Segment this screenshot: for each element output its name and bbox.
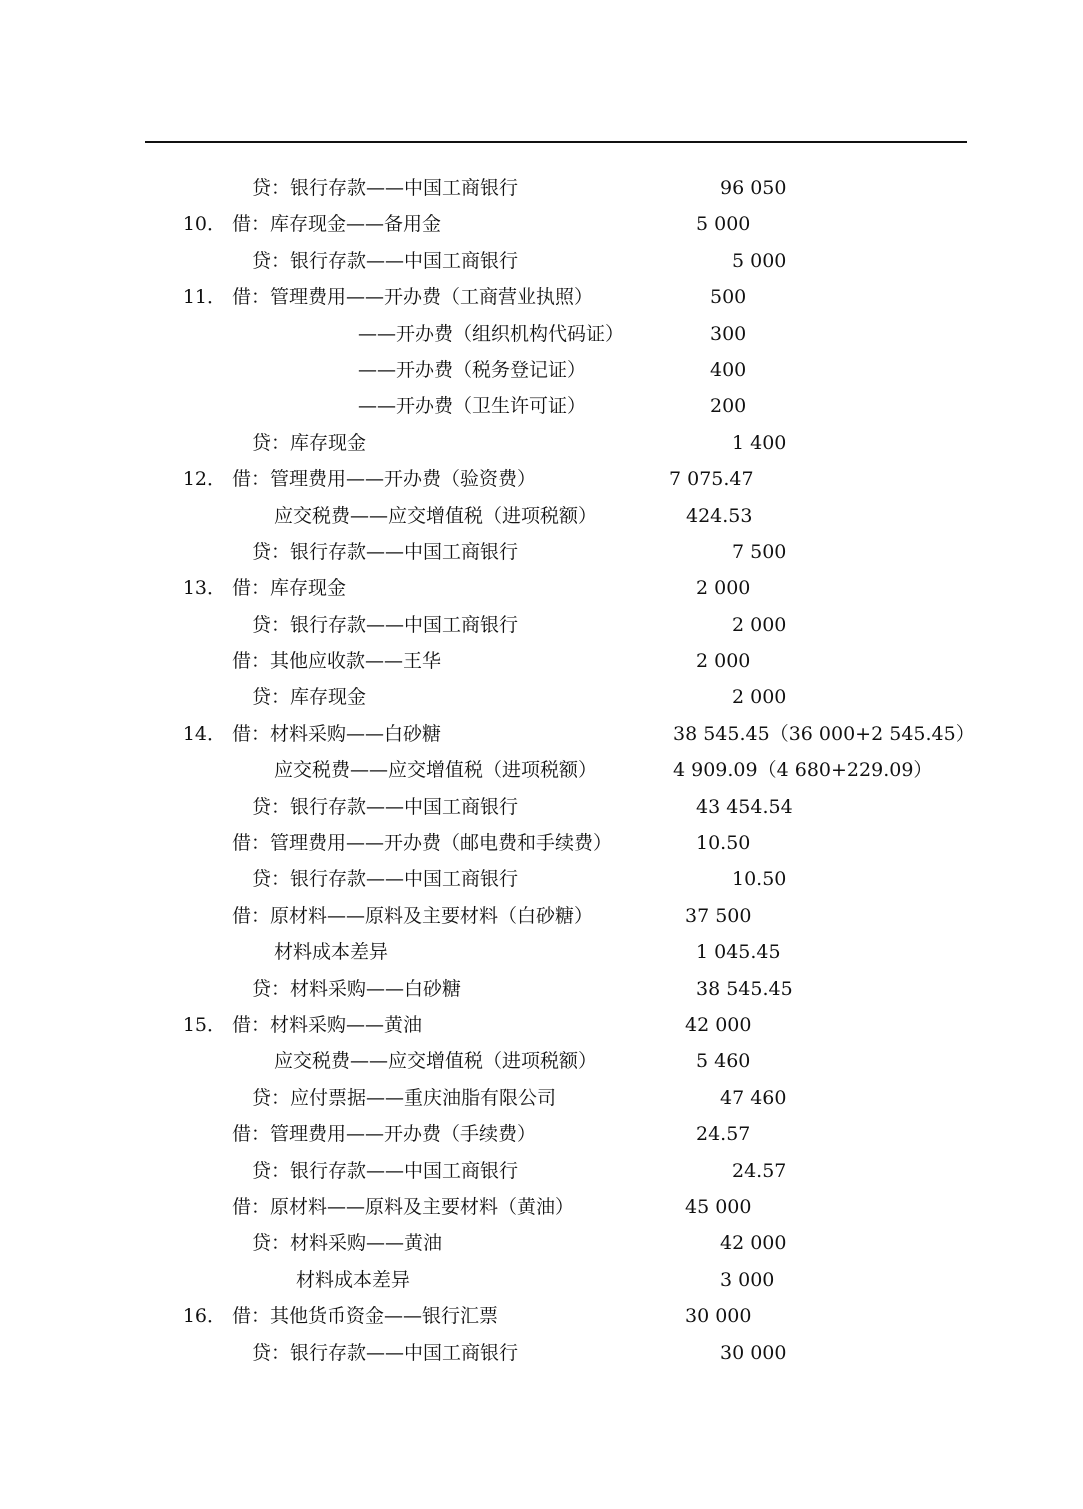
- amount-text: 5 000: [732, 249, 787, 272]
- entry-line: [0, 388, 1083, 424]
- entry-line: [0, 861, 1083, 897]
- account-text: ——开办费（卫生许可证）: [358, 395, 587, 418]
- amount-text: 42 000: [685, 1013, 752, 1036]
- account-text: 借：其他应收款——王华: [232, 650, 442, 673]
- entry-line: [0, 1043, 1083, 1079]
- header-rule: [145, 141, 967, 143]
- entry-number: 14．: [182, 722, 226, 745]
- amount-text: 10.50: [696, 832, 751, 855]
- amount-text: 7 500: [732, 540, 787, 563]
- account-text: 贷：银行存款——中国工商银行: [252, 795, 519, 818]
- entry-line: [0, 1262, 1083, 1298]
- entry-line: [0, 570, 1083, 606]
- amount-text: 2 000: [732, 686, 787, 709]
- amount-text: 400: [710, 358, 747, 381]
- entry-number: 11．: [182, 286, 226, 309]
- account-text: ——开办费（组织机构代码证）: [358, 322, 625, 345]
- amount-text: 24.57: [696, 1123, 751, 1146]
- amount-text: 1 045.45: [696, 941, 781, 964]
- entry-line: [0, 461, 1083, 497]
- amount-text: 1 400: [732, 431, 787, 454]
- account-text: 贷：材料采购——白砂糖: [252, 977, 462, 1000]
- amount-text: 24.57: [732, 1159, 787, 1182]
- amount-text: 30 000: [720, 1341, 787, 1364]
- account-text: 借：库存现金——备用金: [232, 213, 442, 236]
- account-text: 借：库存现金: [232, 577, 347, 600]
- entry-line: [0, 1007, 1083, 1043]
- entry-line: [0, 170, 1083, 206]
- journal-entries: [0, 170, 1083, 1371]
- account-text: 贷：银行存款——中国工商银行: [252, 1159, 519, 1182]
- amount-text: 424.53: [686, 504, 753, 527]
- entry-line: [0, 679, 1083, 715]
- entry-number: 15．: [182, 1013, 226, 1036]
- account-text: 贷：银行存款——中国工商银行: [252, 249, 519, 272]
- account-text: ——开办费（税务登记证）: [358, 358, 587, 381]
- account-text: 借：管理费用——开办费（验资费）: [232, 468, 537, 491]
- entry-line: [0, 643, 1083, 679]
- amount-text: 5 460: [696, 1050, 751, 1073]
- amount-text: 42 000: [720, 1232, 787, 1255]
- account-text: 借：管理费用——开办费（邮电费和手续费）: [232, 832, 613, 855]
- account-text: 贷：银行存款——中国工商银行: [252, 177, 519, 199]
- entry-line: [0, 716, 1083, 752]
- account-text: 借：其他货币资金——银行汇票: [232, 1305, 499, 1328]
- entry-line: [0, 1335, 1083, 1371]
- account-text: 贷：银行存款——中国工商银行: [252, 540, 519, 563]
- account-text: 借：原材料——原料及主要材料（黄油）: [232, 1195, 575, 1218]
- entry-line: [0, 934, 1083, 970]
- account-text: 贷：银行存款——中国工商银行: [252, 868, 519, 891]
- amount-text: 200: [710, 395, 747, 418]
- amount-text: 2 000: [696, 650, 751, 673]
- account-text: 应交税费——应交增值税（进项税额）: [274, 1050, 598, 1073]
- account-text: 贷：银行存款——中国工商银行: [252, 613, 519, 636]
- entry-line: [0, 243, 1083, 279]
- entry-line: [0, 1225, 1083, 1261]
- amount-text: 5 000: [696, 213, 751, 236]
- account-text: 材料成本差异: [296, 1268, 411, 1291]
- amount-text: 30 000: [685, 1305, 752, 1328]
- entry-number: 13．: [182, 577, 226, 600]
- entry-line: [0, 607, 1083, 643]
- amount-text: 10.50: [732, 868, 787, 891]
- account-text: 借：管理费用——开办费（工商营业执照）: [232, 286, 594, 309]
- amount-text: 2 000: [696, 577, 751, 600]
- entry-line: [0, 425, 1083, 461]
- entry-line: [0, 789, 1083, 825]
- entry-number: 12．: [182, 468, 226, 491]
- amount-text: 38 545.45: [696, 977, 793, 1000]
- account-text: 贷：应付票据——重庆油脂有限公司: [252, 1086, 557, 1109]
- account-text: 材料成本差异: [274, 941, 389, 964]
- entry-line: [0, 898, 1083, 934]
- entry-line: [0, 752, 1083, 788]
- amount-text: 37 500: [685, 904, 752, 927]
- amount-text: 43 454.54: [696, 795, 793, 818]
- entry-line: [0, 1153, 1083, 1189]
- account-text: 应交税费——应交增值税（进项税额）: [274, 504, 598, 527]
- entry-line: [0, 1189, 1083, 1225]
- amount-text: 38 545.45（36 000+2 545.45）: [673, 722, 975, 745]
- entry-line: [0, 1116, 1083, 1152]
- amount-text: 500: [710, 286, 747, 309]
- entry-line: [0, 825, 1083, 861]
- entry-line: [0, 352, 1083, 388]
- account-text: 借：管理费用——开办费（手续费）: [232, 1123, 537, 1146]
- account-text: 贷：银行存款——中国工商银行: [252, 1341, 519, 1364]
- entry-line: [0, 279, 1083, 315]
- amount-text: 3 000: [720, 1268, 775, 1291]
- entry-line: [0, 316, 1083, 352]
- account-text: 贷：库存现金: [252, 431, 367, 454]
- amount-text: 4 909.09（4 680+229.09）: [673, 759, 933, 782]
- amount-text: 45 000: [685, 1195, 752, 1218]
- amount-text: 47 460: [720, 1086, 787, 1109]
- account-text: 借：原材料——原料及主要材料（白砂糖）: [232, 904, 594, 927]
- account-text: 应交税费——应交增值税（进项税额）: [274, 759, 598, 782]
- entry-line: [0, 534, 1083, 570]
- amount-text: 300: [710, 322, 747, 345]
- entry-number: 10．: [182, 213, 226, 236]
- amount-text: 96 050: [720, 177, 787, 199]
- entry-line: [0, 1298, 1083, 1334]
- entry-line: [0, 498, 1083, 534]
- entry-line: [0, 1080, 1083, 1116]
- account-text: 借：材料采购——白砂糖: [232, 722, 442, 745]
- entry-line: [0, 206, 1083, 242]
- account-text: 借：材料采购——黄油: [232, 1013, 423, 1036]
- entry-line: [0, 971, 1083, 1007]
- amount-text: 7 075.47: [669, 468, 754, 491]
- account-text: 贷：材料采购——黄油: [252, 1232, 443, 1255]
- account-text: 贷：库存现金: [252, 686, 367, 709]
- amount-text: 2 000: [732, 613, 787, 636]
- entry-number: 16．: [182, 1305, 226, 1328]
